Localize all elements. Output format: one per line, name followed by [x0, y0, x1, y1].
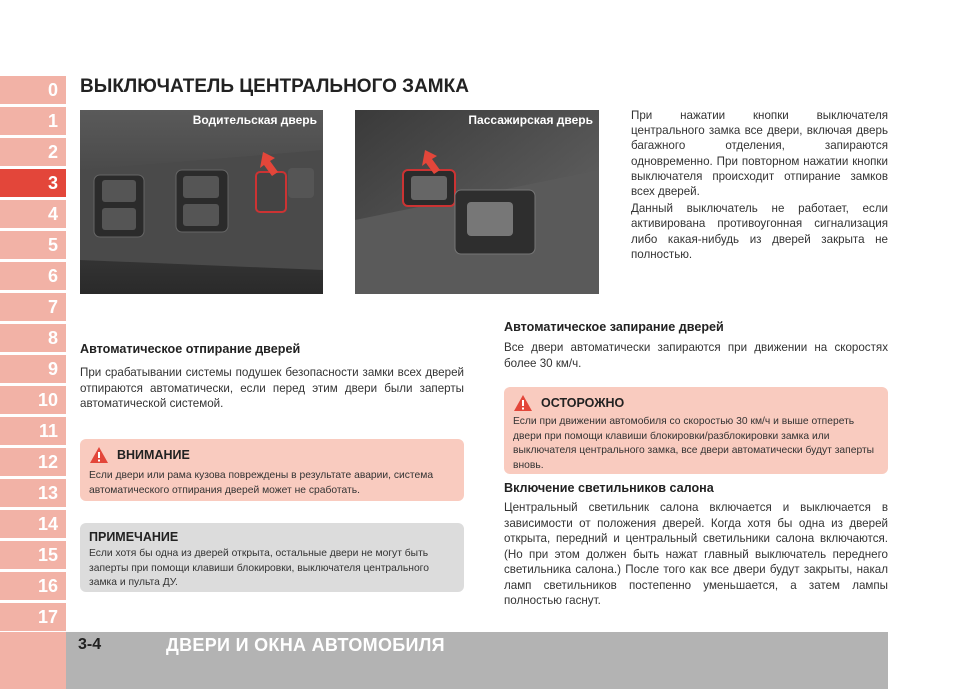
note-label: ПРИМЕЧАНИЕ [89, 530, 179, 544]
footer-bar [66, 632, 888, 689]
chapter-tab-11[interactable]: 11 [0, 417, 66, 445]
chapter-tab-7[interactable]: 7 [0, 293, 66, 321]
chapter-tab-0[interactable]: 0 [0, 76, 66, 104]
intro-text [631, 108, 888, 262]
chapter-tabs [0, 76, 66, 634]
note-header [89, 530, 455, 544]
interior-lights-heading: Включение светильников салона [504, 481, 714, 495]
chapter-tab-8[interactable]: 8 [0, 324, 66, 352]
caution-text: Если при движении автомобиля со скоростью 30 км/ч и выше отпереть двери при помощи клавиши блокировки/разблокировки замка или выключателя центрального замка, все двери автоматически будут заперты вновь. [513, 416, 875, 471]
chapter-tab-13[interactable]: 13 [0, 479, 66, 507]
chapter-tab-14[interactable]: 14 [0, 510, 66, 538]
caution-box [504, 387, 888, 474]
auto-lock-heading: Автоматическое запирание дверей [504, 320, 724, 334]
caution-header [513, 394, 879, 412]
driver-door-photo [80, 110, 323, 294]
chapter-tab-15[interactable]: 15 [0, 541, 66, 569]
note-box [80, 523, 464, 592]
auto-unlock-text: При срабатывании системы подушек безопасности замки всех дверей отпираются автоматически, если перед этим двери были заперты автоматической системой. [80, 366, 464, 410]
passenger-door-switch-illustration [355, 110, 599, 294]
attention-box [80, 439, 464, 501]
driver-door-switch-illustration [80, 110, 323, 294]
auto-unlock-heading: Автоматическое отпирание дверей [80, 342, 301, 356]
chapter-tab-12[interactable]: 12 [0, 448, 66, 476]
caution-label: ОСТОРОЖНО [541, 396, 625, 410]
chapter-tab-9[interactable]: 9 [0, 355, 66, 383]
page-title: ВЫКЛЮЧАТЕЛЬ ЦЕНТРАЛЬНОГО ЗАМКА [80, 76, 469, 97]
attention-header [89, 446, 455, 464]
chapter-tab-1[interactable]: 1 [0, 107, 66, 135]
passenger-door-photo [355, 110, 599, 294]
intro-paragraph-2: Данный выключатель не работает, если активирована противоугонная сигнализация либо какая-нибудь из дверей закрыта не полностью. [631, 202, 888, 261]
attention-label: ВНИМАНИЕ [117, 448, 190, 462]
chapter-tab-3[interactable]: 3 [0, 169, 66, 197]
chapter-tab-17[interactable]: 17 [0, 603, 66, 631]
chapter-tab-10[interactable]: 10 [0, 386, 66, 414]
chapter-tab-16[interactable]: 16 [0, 572, 66, 600]
warning-triangle-icon [89, 446, 109, 464]
footer-tab-strip [0, 632, 66, 689]
chapter-tab-6[interactable]: 6 [0, 262, 66, 290]
intro-paragraph-1: При нажатии кнопки выключателя центрального замка все двери, включая дверь багажного отделения, запираются одновременно. При повторном нажатии кнопки выключателя происходит отпирание замков всех дверей. [631, 109, 888, 199]
interior-lights-text: Центральный светильник салона включается и выключается в зависимости от положения дверей. Когда хотя бы одна из дверей открыта, передний и центральный светильники салона включаются. (Но при этом должен быть нажат главный выключатель переднего светильника салона.) После того как все двери будут закрыты, накал ламп светильников постепенно уменьшается, а затем лампы полностью гаснут. [504, 501, 888, 607]
chapter-title: ДВЕРИ И ОКНА АВТОМОБИЛЯ [166, 635, 445, 655]
passenger-door-caption: Пассажирская дверь [468, 113, 593, 127]
note-text: Если хотя бы одна из дверей открыта, остальные двери не могут быть заперты при помощи клавиши блокировки, выключателя центрального замка и пульта ДУ. [89, 548, 429, 588]
chapter-tab-4[interactable]: 4 [0, 200, 66, 228]
driver-door-caption: Водительская дверь [192, 113, 317, 127]
chapter-tab-2[interactable]: 2 [0, 138, 66, 166]
auto-lock-text: Все двери автоматически запираются при движении на скоростях более 30 км/ч. [504, 341, 888, 370]
page-number: 3-4 [78, 636, 102, 653]
chapter-tab-5[interactable]: 5 [0, 231, 66, 259]
warning-triangle-icon [513, 394, 533, 412]
attention-text: Если двери или рама кузова повреждены в результате аварии, система автоматического отпирания дверей может не сработать. [89, 470, 434, 496]
